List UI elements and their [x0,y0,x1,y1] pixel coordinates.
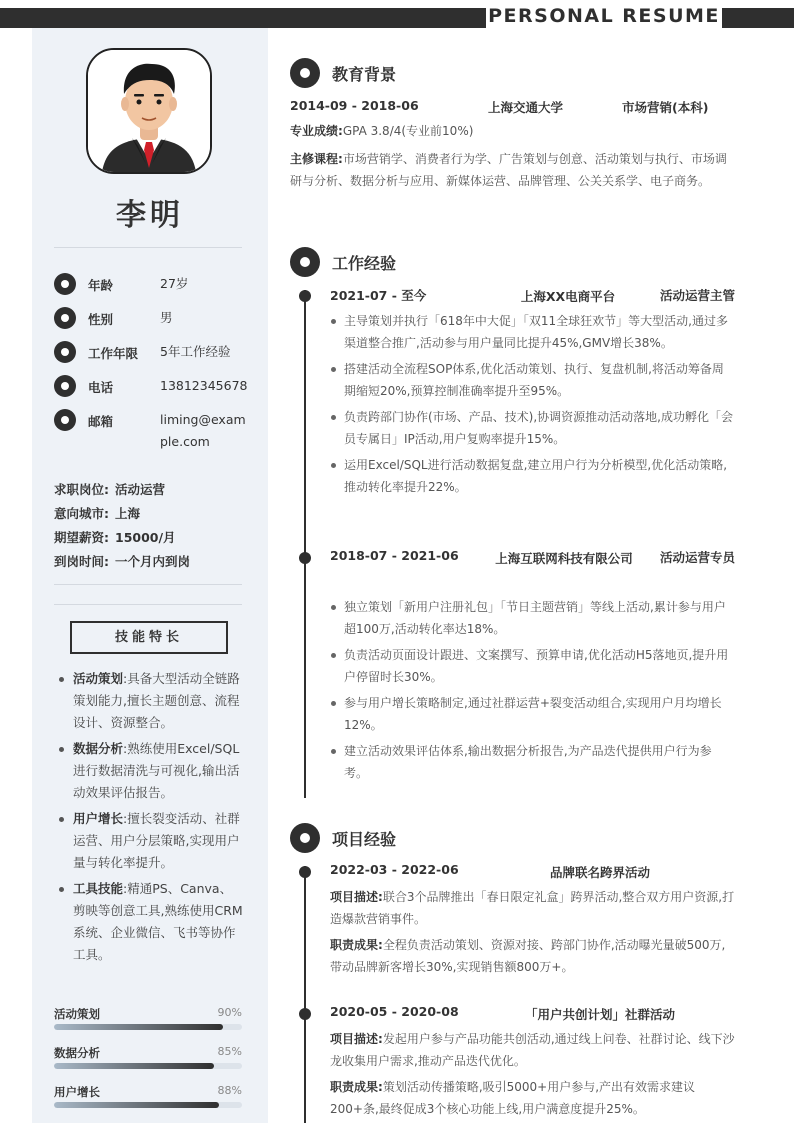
list-item: 运用Excel/SQL进行活动数据复盘,建立用户行为分析模型,优化活动策略,推动转化率提升22%。 [330,454,735,498]
section-title: 工作经验 [332,254,397,273]
field-value: 市场营销学、消费者行为学、广告策划与创意、活动策划与执行、市场调研与分析、数据分析与应用、新媒体运营、品牌管理、公关关系学、电子商务。 [290,152,727,188]
field-label: 职责成果: [330,938,383,952]
education-grade [290,120,735,142]
skill-bar-label: 活动策划 [54,1007,100,1021]
skill-name: 活动策划 [73,671,124,686]
section-circle-icon [290,58,320,88]
list-item: 负责跨部门协作(市场、产品、技术),协调资源推动活动落地,成功孵化「会员专属日」IP活动,用户复购率提升15%。 [330,406,735,450]
timeline-dot-icon [299,552,311,564]
skill-name: 用户增长 [73,811,124,826]
field-label: 项目描述: [330,890,383,904]
education-major: 市场营销(本科) [622,100,709,115]
intent-position [54,480,165,498]
project-period: 2020-05 - 2020-08 [330,1004,459,1019]
info-value: 5年工作经验 [160,344,231,359]
info-value: 27岁 [160,276,189,291]
timeline-dot-icon [299,1008,311,1020]
intent-salary [54,528,176,546]
job-period: 2021-07 - 至今 [330,288,427,303]
skill-item [58,808,244,874]
intent-label: 期望薪资: [54,530,109,545]
intent-label: 求职岗位: [54,482,109,497]
intent-label: 意向城市: [54,506,109,521]
bullet-circle-icon [54,341,76,363]
field-value: 策划活动传播策略,吸引5000+用户参与,产出有效需求建议200+条,最终促成3个核心功能上线,用户满意度提升25%。 [330,1080,696,1116]
field-label: 主修课程: [290,152,343,166]
projects-timeline [304,866,306,1123]
project-results [330,1076,735,1120]
job-duties-list [330,310,735,502]
intent-value: 一个月内到岗 [115,554,191,569]
work-timeline [304,290,306,798]
skill-item [58,878,244,966]
divider [54,604,242,605]
divider [54,584,242,585]
list-item: 负责活动页面设计跟进、文案撰写、预算申请,优化活动H5落地页,提升用户停留时长30%。 [330,644,735,688]
job-duties-list [330,596,735,788]
skill-name: 数据分析 [73,741,124,756]
job-role: 活动运营主管 [659,288,735,303]
resume-title: PERSONAL RESUME [488,5,720,27]
skill-bar-percent: 85% [217,1045,242,1058]
bullet-circle-icon [54,375,76,397]
skill-bar-label: 用户增长 [54,1085,100,1099]
job-company: 上海XX电商平台 [520,289,616,304]
field-value: GPA 3.8/4(专业前10%) [342,124,474,138]
list-item: 搭建活动全流程SOP体系,优化活动策划、执行、复盘机制,将活动筹备周期缩短20%,预算控制准确率提升至95%。 [330,358,735,402]
info-label: 年龄 [88,278,114,293]
project-description [330,886,735,930]
skill-desc: :精通PS、Canva、剪映等创意工具,熟练使用CRM系统、企业微信、飞书等协作工具。 [73,881,243,962]
avatar-illustration [88,50,210,172]
project-name: 「用户共创计划」社群活动 [524,1007,675,1022]
section-circle-icon [290,247,320,277]
job-company: 上海互联网科技有限公司 [495,551,633,566]
intent-value: 活动运营 [115,482,166,497]
bullet-circle-icon [54,409,76,431]
intent-city [54,504,140,522]
skill-item [58,668,244,734]
skill-name: 工具技能 [73,881,124,896]
info-value: 男 [160,310,173,325]
info-label: 工作年限 [88,346,139,361]
skill-bar-percent: 90% [217,1006,242,1019]
bullet-circle-icon [54,273,76,295]
list-item: 主导策划并执行「618年中大促」「双11全球狂欢节」等大型活动,通过多渠道整合推广,活动参与用户量同比提升45%,GMV增长38%。 [330,310,735,354]
intent-availability [54,552,190,570]
section-circle-icon [290,823,320,853]
skill-bar-label: 数据分析 [54,1046,100,1060]
skill-bar-track [54,1102,242,1108]
field-label: 项目描述: [330,1032,383,1046]
field-label: 专业成绩: [290,124,343,138]
field-label: 职责成果: [330,1080,383,1094]
banner-bar-right [722,8,794,28]
skill-desc: :具备大型活动全链路策划能力,擅长主题创意、流程设计、资源整合。 [73,671,240,730]
info-label: 性别 [88,312,114,327]
info-label: 电话 [88,380,114,395]
skill-bar-fill [54,1102,219,1108]
email-value[interactable]: liming@example.com [160,412,246,449]
project-period: 2022-03 - 2022-06 [330,862,459,877]
section-title: 教育背景 [332,65,397,84]
education-school: 上海交通大学 [488,100,564,115]
field-value: 发起用户参与产品功能共创活动,通过线上问卷、社群讨论、线下沙龙收集用户需求,推动产品迭代优化。 [330,1032,735,1068]
education-period: 2014-09 - 2018-06 [290,98,419,113]
skill-item [58,738,244,804]
info-label: 邮箱 [88,414,114,429]
skill-bar-track [54,1063,242,1069]
person-name: 李明 [116,198,184,233]
field-value: 联合3个品牌推出「春日限定礼盒」跨界活动,整合双方用户资源,打造爆款营销事件。 [330,890,735,926]
job-period: 2018-07 - 2021-06 [330,548,459,563]
skill-desc: :擅长裂变活动、社群运营、用户分层策略,实现用户量与转化率提升。 [73,811,240,870]
section-title: 项目经验 [332,830,397,849]
skill-bar-track [54,1024,242,1030]
field-value: 全程负责活动策划、资源对接、跨部门协作,活动曝光量破500万,带动品牌新客增长30%,实现销售额800万+。 [330,938,726,974]
skill-desc: :熟练使用Excel/SQL进行数据清洗与可视化,输出活动效果评估报告。 [73,741,240,800]
project-results [330,934,735,978]
avatar [86,48,212,174]
timeline-dot-icon [299,290,311,302]
intent-value: 15000/月 [115,530,176,545]
list-item: 建立活动效果评估体系,输出数据分析报告,为产品迭代提供用户行为参考。 [330,740,735,784]
timeline-dot-icon [299,866,311,878]
header-banner [0,5,794,28]
bullet-circle-icon [54,307,76,329]
skills-heading: 技能特长 [70,621,228,654]
project-description [330,1028,735,1072]
education-courses [290,148,735,192]
job-role: 活动运营专员 [659,550,735,565]
skill-bar-fill [54,1024,223,1030]
banner-bar-left [0,8,486,28]
skill-bar-fill [54,1063,214,1069]
list-item: 独立策划「新用户注册礼包」「节日主题营销」等线上活动,累计参与用户超100万,活动转化率达18%。 [330,596,735,640]
project-name: 品牌联名跨界活动 [549,865,650,880]
intent-label: 到岗时间: [54,554,109,569]
divider [54,247,242,248]
list-item: 参与用户增长策略制定,通过社群运营+裂变活动组合,实现用户月均增长12%。 [330,692,735,736]
intent-value: 上海 [115,506,141,521]
skills-list [58,668,244,970]
info-value: 13812345678 [160,378,248,393]
sidebar [32,28,268,1123]
skill-bar-percent: 88% [217,1084,242,1097]
